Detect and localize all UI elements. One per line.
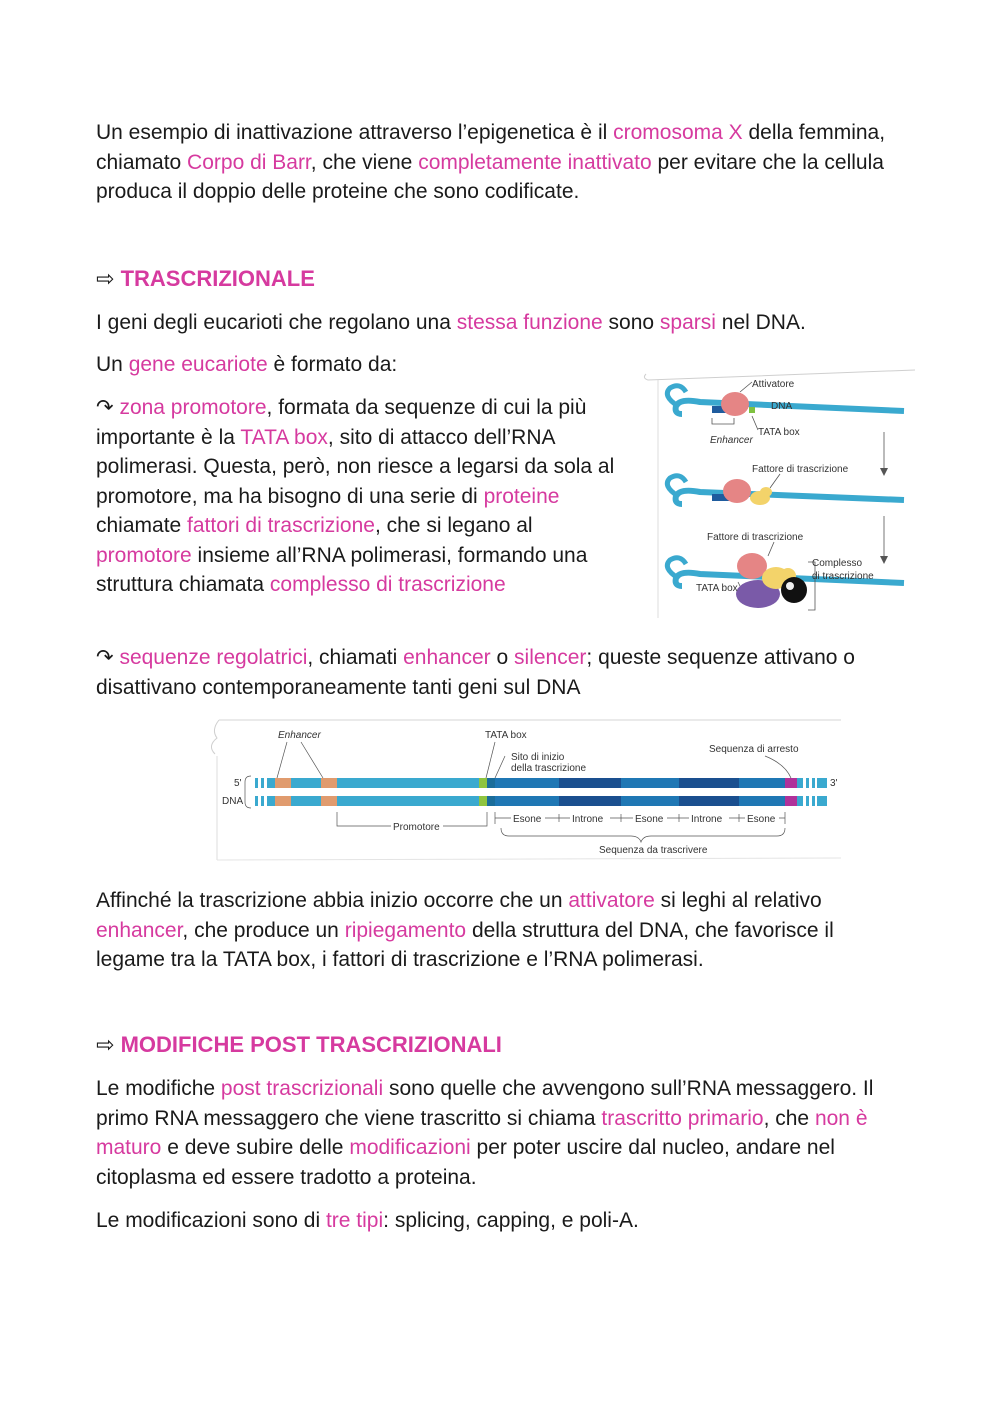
paragraph-modifiche-post: Le modifiche post trascrizionali sono quelle che avvengono sull’RNA messaggero. Il primo RNA messaggero che viene trascritto si chiama trascritto primario, che non è maturo e deve subire delle modificazioni per poter uscire dal nucleo, andare nel citoplasma ed essere tradotto a proteina. — [96, 1077, 874, 1189]
label-tata-box-2: TATA box — [696, 583, 738, 594]
label-complesso-2: di trascrizione — [812, 571, 874, 582]
label-introne-2: Introne — [691, 814, 723, 825]
label-enhancer: Enhancer — [710, 435, 753, 446]
label-tata-box-top: TATA box — [485, 730, 527, 741]
section-heading-post-trascrizionali: ⇨ MODIFICHE POST TRASCRIZIONALI — [96, 1032, 502, 1057]
arrow-icon: ⇨ — [96, 266, 115, 291]
label-sito-1: Sito di inizio — [511, 752, 565, 763]
label-dna: DNA — [771, 401, 793, 412]
section-heading-trascrizionale: ⇨ TRASCRIZIONALE — [96, 266, 315, 291]
label-sequenza: Sequenza da trascrivere — [599, 845, 708, 856]
label-esone-3: Esone — [747, 814, 776, 825]
paragraph-gene-eucariote: Un gene eucariote è formato da: — [96, 353, 398, 376]
bullet-sequenze-regolatrici: ↷ sequenze regolatrici, chiamati enhancer o silencer; queste sequenze attivano o disattivano contemporaneamente tanti geni sul DNA — [96, 646, 855, 699]
tata-box-mark — [749, 407, 755, 413]
label-attivatore: Attivatore — [752, 379, 795, 390]
paragraph-geni-eucarioti: I geni degli eucarioti che regolano una stessa funzione sono sparsi nel DNA. — [96, 311, 806, 334]
highlight-inattivato: completamente inattivato — [418, 150, 652, 174]
label-promotore: Promotore — [393, 822, 440, 833]
label-esone-1: Esone — [513, 814, 542, 825]
bullet-icon: ↷ — [96, 396, 120, 419]
highlight-corpo-di-barr: Corpo di Barr — [187, 150, 311, 174]
arrow-icon: ⇨ — [96, 1032, 115, 1057]
bullet-zona-promotore: ↷ zona promotore, formata da sequenze di cui la più importante è la TATA box, sito di attacco dell’RNA polimerasi. Questa, però, non riesce a legarsi da sola al promotore, ma ha bisogno di una serie di proteine chiamate fattori di trascrizione, che si legano al promotore insieme all’RNA polimerasi, formando una struttura chiamata complesso di trascrizione — [96, 396, 615, 596]
figure-struttura-gene — [205, 716, 845, 864]
paragraph-inizio-trascrizione: Affinché la trascrizione abbia inizio occorre che un attivatore si leghi al relativo enhancer, che produce un ripiegamento della struttura del DNA, che favorisce il legame tra la TATA box, i fattori di trascrizione e l’RNA polimerasi. — [96, 889, 834, 971]
paragraph-tre-tipi: Le modificazioni sono di tre tipi: splicing, capping, e poli-A. — [96, 1209, 639, 1232]
label-sito-2: della trascrizione — [511, 763, 587, 774]
paragraph-epigenetics: Un esempio di inattivazione attraverso l’epigenetica è il cromosoma X della femmina, chiamato Corpo di Barr, che viene completamente inattivato per evitare che la cellula produca il doppio delle proteine che sono codificate. — [96, 121, 886, 203]
label-enhancer-top: Enhancer — [278, 730, 321, 741]
label-fattore-2: Fattore di trascrizione — [707, 532, 804, 543]
bullet-icon: ↷ — [96, 646, 120, 669]
highlight-cromosoma-x: cromosoma X — [613, 121, 743, 144]
label-3-prime: 3' — [830, 778, 838, 789]
label-fattore-1: Fattore di trascrizione — [752, 464, 849, 475]
label-tata-box: TATA box — [758, 427, 800, 438]
label-arresto: Sequenza di arresto — [709, 744, 799, 755]
label-dna-strand: DNA — [222, 796, 244, 807]
activator-protein — [721, 392, 749, 416]
label-esone-2: Esone — [635, 814, 664, 825]
label-complesso-1: Complesso — [812, 558, 863, 569]
label-introne-1: Introne — [572, 814, 604, 825]
label-5-prime: 5' — [234, 778, 242, 789]
figure-complesso-trascrizione — [640, 366, 920, 622]
